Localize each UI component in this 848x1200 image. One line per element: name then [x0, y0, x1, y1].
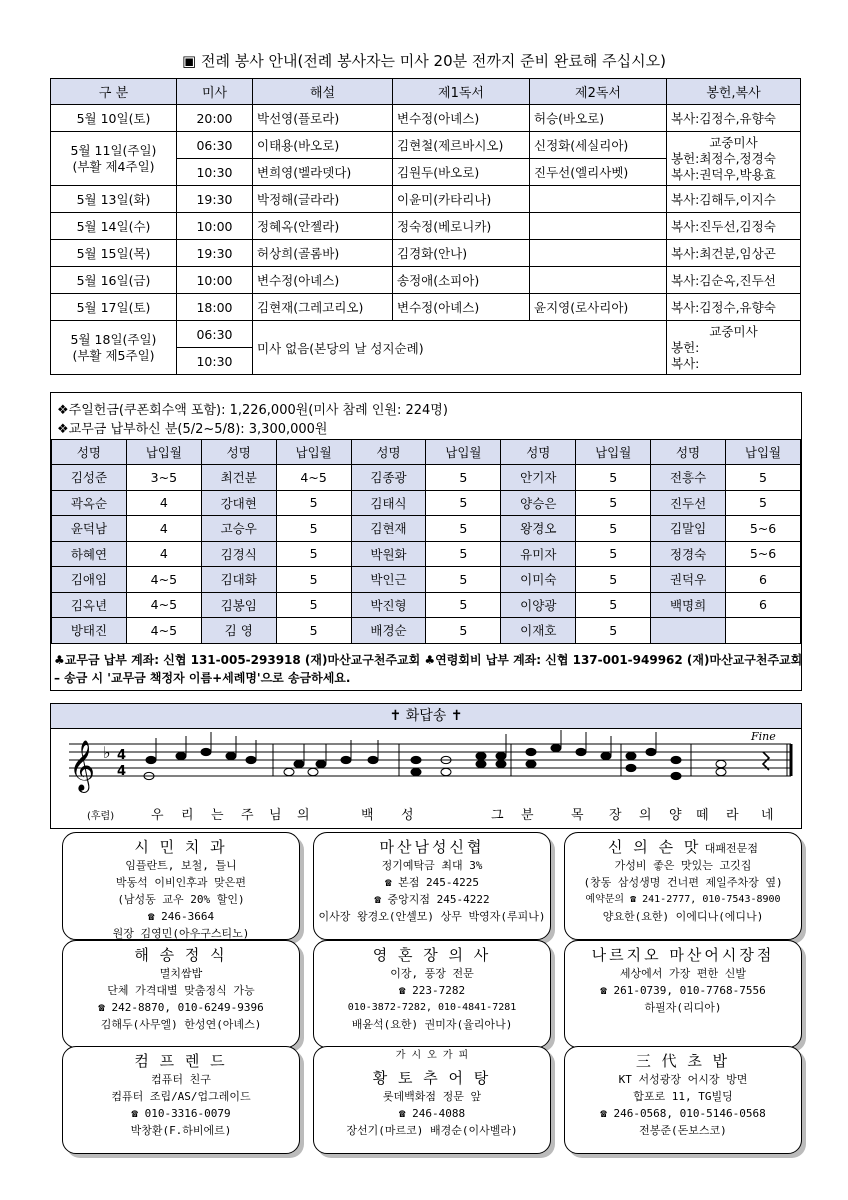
- donor-name: 왕경오: [501, 516, 576, 542]
- ad-line: 양요한(요한) 이에디나(에디나): [602, 910, 764, 923]
- table-row: [51, 321, 801, 348]
- table-row: [51, 294, 801, 321]
- ad-line: 원장 김영민(아우구스티노): [112, 927, 250, 940]
- ad-line: ☎ 246-4088: [398, 1107, 466, 1120]
- time-cell: 06:30: [177, 321, 253, 348]
- donor-month: 5: [576, 541, 651, 567]
- ad-line: (창동 삼성생명 건너편 제일주차장 옆): [583, 876, 783, 889]
- servers-cell: 복사:최건분,임상곤: [667, 240, 801, 267]
- donor-rows: [52, 465, 801, 644]
- ad-box: [313, 940, 551, 1048]
- ad-line: 컴퓨터 친구: [151, 1073, 211, 1086]
- reading2-cell: 윤지영(로사리아): [530, 294, 667, 321]
- column-header: 제1독서: [393, 79, 530, 105]
- table-row: [52, 567, 801, 593]
- liturgy-schedule-table: [50, 78, 801, 375]
- table-row: [52, 465, 801, 491]
- flat-icon: ♭: [103, 743, 111, 762]
- commentator-cell: 정혜옥(안젤라): [253, 213, 393, 240]
- ad-line: 가성비 좋은 맛있는 고깃집: [614, 859, 752, 872]
- donor-month: 5: [576, 516, 651, 542]
- ad-line: 합포로 11, TG빌딩: [633, 1090, 733, 1103]
- donor-month: 5: [276, 592, 351, 618]
- ad-box: [62, 940, 300, 1048]
- table-header-row: [52, 440, 801, 465]
- donor-name: 김봉임: [201, 592, 276, 618]
- ad-line: ☎ 246-3664: [147, 910, 215, 923]
- lyric-syllable: 리: [181, 808, 194, 823]
- ad-suffix: 대패전문점: [701, 842, 758, 855]
- table-row: [51, 213, 801, 240]
- reading1-cell: 송정애(소피아): [393, 267, 530, 294]
- donor-name: 강대현: [201, 490, 276, 516]
- time-cell: 10:00: [177, 213, 253, 240]
- time-cell: 06:30: [177, 132, 253, 159]
- no-mass-note: 미사 없음(본당의 날 성지순례): [253, 321, 667, 375]
- ad-line: 컴퓨터 조립/AS/업그레이드: [111, 1090, 251, 1103]
- donor-name: 김옥년: [52, 592, 127, 618]
- donor-month: 5: [726, 490, 801, 516]
- donor-month: 4~5: [276, 465, 351, 491]
- donor-month: 6: [726, 592, 801, 618]
- donor-month: 5: [576, 618, 651, 644]
- lyric-syllable: 양: [669, 808, 682, 823]
- servers-line: 복사:권덕우,박용효: [671, 166, 776, 182]
- donor-month: 5: [276, 490, 351, 516]
- ad-title: [314, 836, 550, 857]
- column-header: 납입월: [726, 440, 801, 465]
- commentator-cell: 변희영(벨라뎃다): [253, 159, 393, 186]
- servers-cell: [667, 132, 801, 186]
- table-row: [51, 240, 801, 267]
- servers-line: 봉헌:: [671, 339, 700, 355]
- commentator-cell: 박정해(글라라): [253, 186, 393, 213]
- ad-line: 배윤석(요한) 권미자(율리아나): [351, 1018, 513, 1031]
- lyric-syllable: 는: [211, 808, 224, 823]
- ad-line: 이사장 왕경오(안셀모) 상무 박영자(루피나): [318, 910, 546, 923]
- servers-cell: 복사:김정수,유향숙: [667, 294, 801, 321]
- ad-line: 김해두(사무엘) 한성연(아녜스): [100, 1018, 262, 1031]
- ad-name: 해 송 정 식: [134, 946, 228, 964]
- servers-line: 봉헌:최정수,정경숙: [671, 150, 776, 166]
- donor-name: 배경순: [351, 618, 426, 644]
- fine-mark: Fine: [751, 730, 776, 743]
- donor-name: 진두선: [651, 490, 726, 516]
- donor-month: 5: [426, 541, 501, 567]
- lyric-syllable: 의: [297, 808, 310, 823]
- donor-month: 4~5: [126, 618, 201, 644]
- time-signature-top: 4: [117, 748, 127, 763]
- column-header: 성명: [201, 440, 276, 465]
- lyric-syllable: 그: [491, 808, 504, 823]
- ad-line: 하필자(리디아): [644, 1001, 722, 1014]
- donor-month: 5~6: [726, 541, 801, 567]
- donor-month: 5: [726, 465, 801, 491]
- ad-line: (남성동 교우 20% 할인): [117, 893, 245, 906]
- lyric-syllable: 우: [151, 808, 164, 823]
- donor-name: 박원화: [351, 541, 426, 567]
- reading2-cell: 허승(바오로): [530, 105, 667, 132]
- donor-month: 5: [576, 592, 651, 618]
- time-cell: 20:00: [177, 105, 253, 132]
- servers-cell: 복사:김해두,이지수: [667, 186, 801, 213]
- column-header: 성명: [351, 440, 426, 465]
- donor-month: 5: [576, 490, 651, 516]
- ad-line: 예약문의 ☎ 241-2777, 010-7543-8900: [585, 894, 781, 905]
- donor-month: 6: [726, 567, 801, 593]
- table-row: [52, 618, 801, 644]
- table-row: [51, 186, 801, 213]
- commentator-cell: 변수정(아녜스): [253, 267, 393, 294]
- ad-line: 정기예탁금 최대 3%: [381, 859, 483, 872]
- account-note: ♣교무금 납부 계좌: 신협 131-005-293918 (재)마산교구천주교회 ♣연령회비 납부 계좌: 신협 137-001-949962 (재)마산교구천주교회: [54, 653, 803, 667]
- ad-title: [63, 1050, 299, 1071]
- commentator-cell: 김현재(그레고리오): [253, 294, 393, 321]
- ad-box: [313, 832, 551, 940]
- donor-name: 김애임: [52, 567, 127, 593]
- ad-name: 마산남성신협: [379, 838, 485, 856]
- date-text: 5월 18일(주일): [70, 331, 157, 347]
- ad-name: 신 의 손 맛: [608, 838, 702, 856]
- ad-box: [62, 832, 300, 940]
- offering-section: [50, 392, 802, 691]
- ad-line: 010-3872-7282, 010-4841-7281: [347, 1002, 517, 1013]
- ad-prefix: 가 시 오 가 피: [395, 1050, 469, 1061]
- donor-name: 김경식: [201, 541, 276, 567]
- ad-box: [564, 1046, 802, 1154]
- lyric-syllable: 백: [361, 808, 374, 823]
- time-cell: 18:00: [177, 294, 253, 321]
- date-cell: [51, 321, 177, 375]
- donor-name: 곽옥순: [52, 490, 127, 516]
- music-staff: [51, 730, 801, 802]
- treble-clef-icon: 𝄞: [69, 740, 96, 791]
- donor-name: 하혜연: [52, 541, 127, 567]
- ad-line: ☎ 261-0739, 010-7768-7556: [600, 984, 766, 997]
- servers-line: 교중미사: [709, 323, 758, 339]
- donor-name: 방태진: [52, 618, 127, 644]
- donor-month: [726, 618, 801, 644]
- time-cell: 10:30: [177, 159, 253, 186]
- ad-line: KT 서성광장 어시장 방면: [618, 1073, 748, 1086]
- commentator-cell: 이태용(바오로): [253, 132, 393, 159]
- servers-cell: 복사:김정수,유향숙: [667, 105, 801, 132]
- ad-line: 박동석 이비인후과 맞은편: [115, 876, 247, 889]
- donor-month: 5: [426, 618, 501, 644]
- reading1-cell: 김경화(안나): [393, 240, 530, 267]
- donor-name: 고승우: [201, 516, 276, 542]
- transfer-note: – 송금 시 '교무금 책정자 이름+세례명'으로 송금하세요.: [54, 671, 351, 685]
- ad-line: ☎ 246-0568, 010-5146-0568: [600, 1107, 766, 1120]
- donor-name: 이양광: [501, 592, 576, 618]
- commentator-cell: 박선영(플로라): [253, 105, 393, 132]
- reading2-cell: 신정화(세실리아): [530, 132, 667, 159]
- lyric-syllable: 네: [761, 808, 774, 823]
- date-subtext: (부활 제4주일): [72, 158, 155, 174]
- table-header-row: [51, 79, 801, 105]
- column-header: 성명: [651, 440, 726, 465]
- ad-line: 단체 가격대별 맞춤정식 가능: [107, 984, 255, 997]
- refrain-label: (후렴): [87, 811, 115, 822]
- donor-month: 5: [576, 465, 651, 491]
- ad-title: [63, 944, 299, 965]
- ad-name: 三 代 초 밥: [635, 1052, 731, 1070]
- donor-month: 5: [426, 592, 501, 618]
- donor-month: 4~5: [126, 567, 201, 593]
- donor-name: 전흥수: [651, 465, 726, 491]
- reading2-cell: 진두선(엘리사벳): [530, 159, 667, 186]
- ad-box: [62, 1046, 300, 1154]
- reading2-cell: [530, 213, 667, 240]
- table-row: [51, 105, 801, 132]
- donor-month: 4~5: [126, 592, 201, 618]
- donor-month: 5: [276, 541, 351, 567]
- responsorial-psalm: [50, 703, 802, 829]
- reading1-cell: 변수정(아녜스): [393, 294, 530, 321]
- table-row: [51, 267, 801, 294]
- ad-title: [565, 1050, 801, 1071]
- page-title: ▣ 전례 봉사 안내(전례 봉사자는 미사 20분 전까지 준비 완료해 주십시오): [182, 52, 666, 70]
- ad-line: 장선기(마르코) 배경순(이사벨라): [346, 1124, 518, 1137]
- donor-name: 김현재: [351, 516, 426, 542]
- donor-month: 5: [426, 465, 501, 491]
- reading2-cell: [530, 267, 667, 294]
- donor-name: 안기자: [501, 465, 576, 491]
- hymn-title: ✝ 화답송 ✝: [51, 704, 801, 729]
- ad-title: [63, 836, 299, 857]
- donor-name: 윤덕남: [52, 516, 127, 542]
- reading1-cell: 정숙정(베로니카): [393, 213, 530, 240]
- table-row: [52, 592, 801, 618]
- lyric-syllable: 의: [639, 808, 652, 823]
- donor-name: 이미숙: [501, 567, 576, 593]
- donor-month: 5: [426, 567, 501, 593]
- date-cell: 5월 16일(금): [51, 267, 177, 294]
- ad-name: 나르지오 마산어시장점: [591, 946, 775, 964]
- ad-line: 박창환(F.하비에르): [130, 1124, 232, 1137]
- donor-name: 김말임: [651, 516, 726, 542]
- lyric-syllable: 성: [401, 808, 414, 823]
- ad-title: [314, 1067, 550, 1088]
- donor-month: 5: [426, 516, 501, 542]
- donor-name: 양승은: [501, 490, 576, 516]
- column-header: 성명: [52, 440, 127, 465]
- table-row: [51, 132, 801, 159]
- donor-name: 권덕우: [651, 567, 726, 593]
- ad-box: [313, 1046, 551, 1154]
- lyric-syllable: 분: [521, 808, 534, 823]
- reading2-cell: [530, 240, 667, 267]
- ad-title: [314, 944, 550, 965]
- column-header: 해설: [253, 79, 393, 105]
- column-header: 성명: [501, 440, 576, 465]
- servers-cell: 복사:진두선,김정숙: [667, 213, 801, 240]
- donor-name: 백명희: [651, 592, 726, 618]
- donor-name: 박진형: [351, 592, 426, 618]
- lyric-syllable: 라: [726, 808, 739, 823]
- ad-line: 전봉준(돈보스코): [639, 1124, 727, 1137]
- donor-month: 5: [576, 567, 651, 593]
- servers-cell: 복사:김순옥,진두선: [667, 267, 801, 294]
- donor-name: 김대화: [201, 567, 276, 593]
- ad-line: ☎ 242-8870, 010-6249-9396: [98, 1001, 264, 1014]
- reading1-cell: 김현철(제르바시오): [393, 132, 530, 159]
- donor-month: 5~6: [726, 516, 801, 542]
- donor-month: 4: [126, 490, 201, 516]
- donor-name: 유미자: [501, 541, 576, 567]
- date-cell: 5월 10일(토): [51, 105, 177, 132]
- donor-month: 5: [276, 618, 351, 644]
- donor-name: 김종광: [351, 465, 426, 491]
- date-cell: 5월 13일(화): [51, 186, 177, 213]
- ad-title: [565, 836, 801, 857]
- ad-line: 세상에서 가장 편한 신발: [619, 967, 747, 980]
- column-header: 납입월: [426, 440, 501, 465]
- donor-month: 5: [426, 490, 501, 516]
- ad-line: 임플란트, 보철, 틀니: [125, 859, 237, 872]
- commentator-cell: 허상희(골롬바): [253, 240, 393, 267]
- donor-name: 박인근: [351, 567, 426, 593]
- ad-line: ☎ 223-7282: [398, 984, 466, 997]
- ad-line: 멸치쌈밥: [159, 967, 203, 980]
- table-row: [52, 516, 801, 542]
- donor-name: 김 영: [201, 618, 276, 644]
- servers-cell: [667, 321, 801, 375]
- date-text: 5월 11일(주일): [70, 142, 157, 158]
- ad-box: [564, 832, 802, 940]
- time-cell: 10:00: [177, 267, 253, 294]
- donor-name: 이재호: [501, 618, 576, 644]
- date-cell: 5월 15일(목): [51, 240, 177, 267]
- date-cell: 5월 17일(토): [51, 294, 177, 321]
- ad-title: [565, 944, 801, 965]
- donor-name: [651, 618, 726, 644]
- ad-name: 시 민 치 과: [134, 838, 228, 856]
- column-header: 납입월: [126, 440, 201, 465]
- reading2-cell: [530, 186, 667, 213]
- donor-month: 5: [276, 567, 351, 593]
- reading1-cell: 변수정(아녜스): [393, 105, 530, 132]
- notes: [144, 730, 769, 780]
- donor-month: 4: [126, 541, 201, 567]
- lyric-syllable: 주: [241, 808, 254, 823]
- table-row: [52, 490, 801, 516]
- lyric-syllable: 목: [571, 808, 584, 823]
- reading1-cell: 이윤미(카타리나): [393, 186, 530, 213]
- ad-line: ☎ 본점 245-4225: [384, 876, 480, 889]
- column-header: 구 분: [51, 79, 177, 105]
- ad-line: ☎ 010-3316-0079: [131, 1107, 231, 1120]
- ad-line: 롯데백화점 정문 앞: [382, 1090, 482, 1103]
- time-signature-bottom: 4: [117, 764, 127, 779]
- donor-month: 5: [276, 516, 351, 542]
- time-cell: 19:30: [177, 186, 253, 213]
- reading1-cell: 김원두(바오로): [393, 159, 530, 186]
- date-subtext: (부활 제5주일): [72, 347, 155, 363]
- column-header: 납입월: [276, 440, 351, 465]
- servers-line: 교중미사: [709, 134, 758, 150]
- column-header: 제2독서: [530, 79, 667, 105]
- ad-name: 컴 프 렌 드: [134, 1052, 228, 1070]
- donor-table: [51, 439, 801, 644]
- dues-total: ❖교무금 납부하신 분(5/2~5/8): 3,300,000원: [57, 422, 328, 437]
- donor-name: 김성준: [52, 465, 127, 491]
- donor-name: 김태식: [351, 490, 426, 516]
- sunday-collection: ❖주일헌금(쿠폰회수액 포함): 1,226,000원(미사 참례 인원: 224명): [57, 403, 448, 418]
- ad-name: 영 혼 장 의 사: [372, 946, 492, 964]
- staff-lines: [69, 744, 791, 776]
- donor-name: 정경숙: [651, 541, 726, 567]
- ad-line: ☎ 중앙지점 245-4222: [374, 893, 490, 906]
- lyric-syllable: 장: [609, 808, 622, 823]
- table-row: [52, 541, 801, 567]
- ad-line: 이장, 풍장 전문: [390, 967, 474, 980]
- time-cell: 19:30: [177, 240, 253, 267]
- donor-name: 최건분: [201, 465, 276, 491]
- ad-name: 황 토 추 어 탕: [372, 1069, 492, 1087]
- donor-month: 4: [126, 516, 201, 542]
- lyric-syllable: 님: [269, 808, 282, 823]
- date-cell: [51, 132, 177, 186]
- ad-box: [564, 940, 802, 1048]
- lyric-syllable: 떼: [696, 808, 709, 823]
- column-header: 납입월: [576, 440, 651, 465]
- column-header: 봉헌,복사: [667, 79, 801, 105]
- donor-month: 3~5: [126, 465, 201, 491]
- servers-line: 복사:: [671, 355, 700, 371]
- date-cell: 5월 14일(수): [51, 213, 177, 240]
- column-header: 미사: [177, 79, 253, 105]
- time-cell: 10:30: [177, 348, 253, 375]
